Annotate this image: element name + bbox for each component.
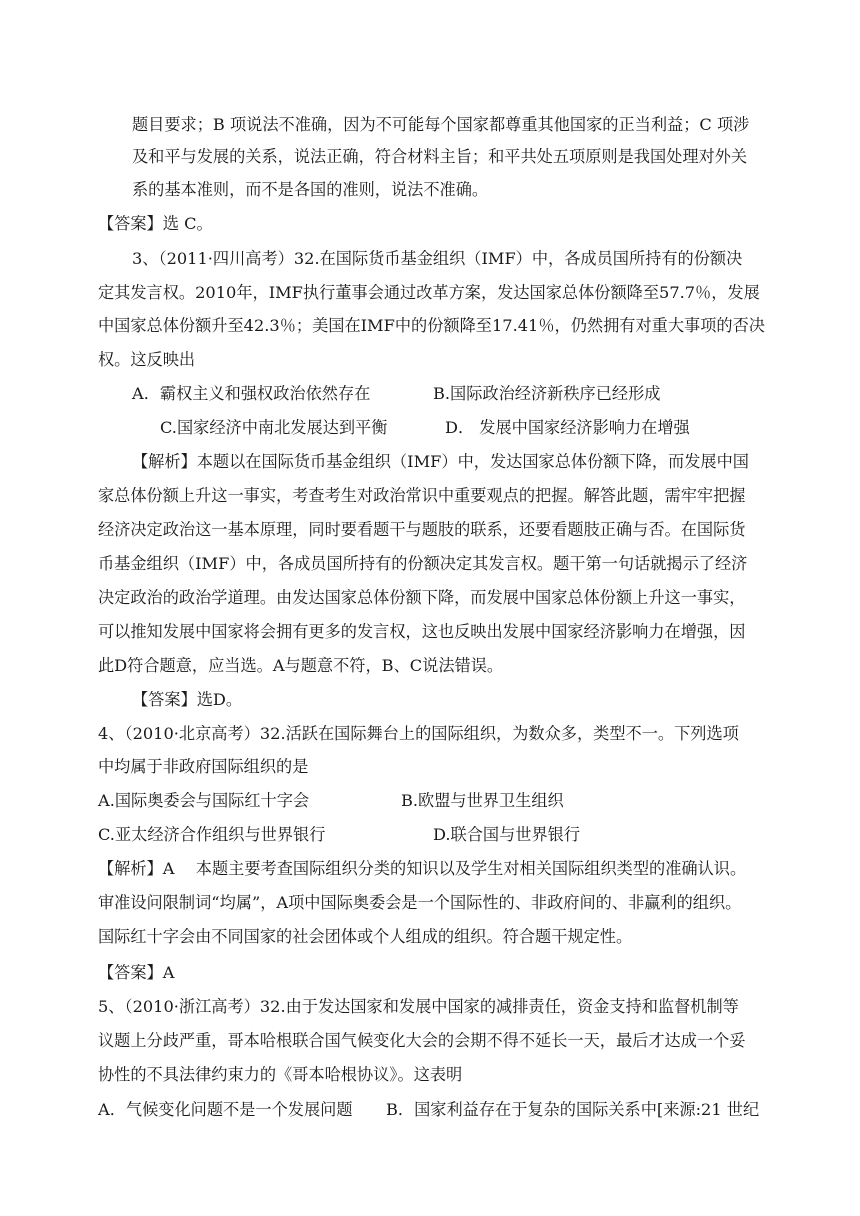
option-d: D.联合国与世界银行 (433, 825, 581, 844)
text-line: 可以推知发展中国家将会拥有更多的发言权，这也反映出发展中国家经济影响力在增强，因 (98, 622, 746, 641)
option-d: D． 发展中国家经济影响力在增强 (445, 418, 690, 437)
text-line: 经济决定政治这一基本原理，同时要看题干与题肢的联系，还要看题肢正确与否。在国际货 (98, 520, 746, 539)
answer-line: 【答案】A (98, 963, 175, 982)
answer-line: 【答案】选 C。 (98, 214, 213, 233)
option-a: A．气候变化问题不是一个发展问题 (98, 1100, 353, 1119)
option-b: B．国家利益存在于复杂的国际关系中[来源:21 世纪 (386, 1100, 760, 1119)
analysis-line: 【解析】本题以在国际货币基金组织（IMF）中，发达国家总体份额下降，而发展中国 (132, 452, 749, 471)
text-line: 国际红十字会由不同国家的社会团体或个人组成的组织。符合题干规定性。 (98, 927, 633, 946)
text-line: 币基金组织（IMF）中，各成员国所持有的份额决定其发言权。题干第一句话就揭示了经济 (98, 554, 748, 573)
text-line: 及和平与发展的关系，说法正确，符合材料主旨；和平共处五项原则是我国处理对外关 (132, 147, 748, 166)
option-b: B.欧盟与世界卫生组织 (401, 791, 564, 810)
text-line: 系的基本准则，而不是各国的准则，说法不准确。 (132, 180, 489, 199)
option-b: B.国际政治经济新秩序已经形成 (433, 384, 661, 403)
text-line: 审准设问限制词“均属”，A项中国际奥委会是一个国际性的、非政府间的、非赢利的组织。 (98, 893, 742, 912)
option-a: A.国际奥委会与国际红十字会 (98, 791, 310, 810)
question-4-line: 4、（2010·北京高考）32.活跃在国际舞台上的国际组织，为数众多，类型不一。下列选项 (98, 724, 739, 743)
question-5-line: 5、（2010·浙江高考）32.由于发达国家和发展中国家的减排责任，资金支持和监督机制等 (98, 997, 739, 1016)
text-line: 协性的不具法律约束力的《哥本哈根协议》。这表明 (98, 1065, 463, 1084)
question-3-line: 3、（2011·四川高考）32.在国际货币基金组织（IMF）中，各成员国所持有的份额决 (132, 249, 743, 268)
text-line: 权。这反映出 (98, 350, 196, 369)
option-c: C.亚太经济合作组织与世界银行 (98, 825, 326, 844)
text-line: 决定政治的政治学道理。由发达国家总体份额下降，而发展中国家总体份额上升这一事实， (98, 588, 746, 607)
text-line: 家总体份额上升这一事实，考查考生对政治常识中重要观点的把握。解答此题，需牢牢把握 (98, 486, 746, 505)
text-line: 定其发言权。2010年，IMF执行董事会通过改革方案，发达国家总体份额降至57.7％，发展 (98, 283, 760, 302)
option-a: A．霸权主义和强权政治依然存在 (132, 384, 371, 403)
text-line: 中国家总体份额升至42.3％；美国在IMF中的份额降至17.41％，仍然拥有对重大事项的否决 (98, 316, 765, 335)
text-line: 议题上分歧严重，哥本哈根联合国气候变化大会的会期不得不延长一天，最后才达成一个妥 (98, 1031, 746, 1050)
answer-line: 【答案】选D。 (132, 690, 243, 709)
text-line: 题目要求；B 项说法不准确，因为不可能每个国家都尊重其他国家的正当利益；C 项涉 (132, 115, 750, 134)
analysis-line: 【解析】A 本题主要考查国际组织分类的知识以及学生对相关国际组织类型的准确认识。 (98, 859, 747, 878)
text-line: 此D符合题意，应当选。A与题意不符，B、C说法错误。 (98, 656, 504, 675)
option-c: C.国家经济中南北发展达到平衡 (160, 418, 388, 437)
text-line: 中均属于非政府国际组织的是 (98, 757, 309, 776)
